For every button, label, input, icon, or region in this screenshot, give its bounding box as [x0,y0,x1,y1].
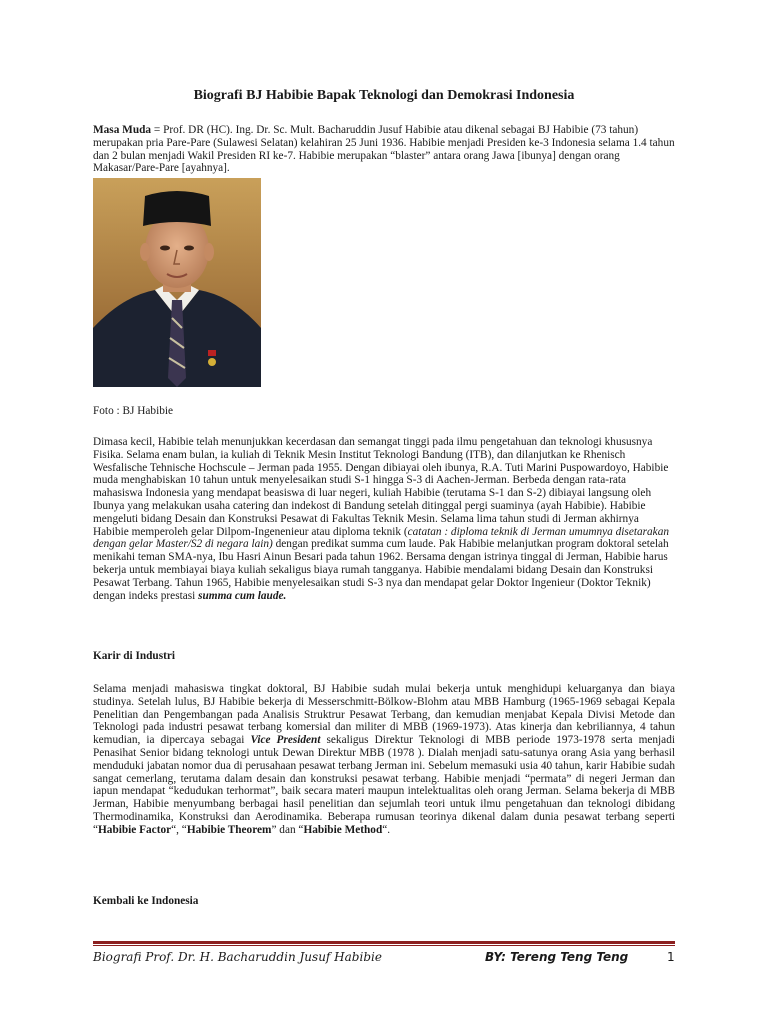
vice-president-emphasis: Vice President [250,734,321,747]
footer-rule-thin [93,945,675,946]
career-end: “. [382,823,391,836]
habibie-factor: Habibie Factor [98,823,172,836]
page-number: 1 [667,950,675,964]
heading-karir-di-industri: Karir di Industri [93,650,176,662]
document-title: Biografi BJ Habibie Bapak Teknologi dan Demokrasi Indonesia [193,88,575,103]
intro-paragraph [93,124,675,175]
photo-caption: Foto : BJ Habibie [93,405,174,417]
portrait-illustration [93,178,261,387]
career-text-2: sekaligus Direktur Teknologi di MBB periode 1973-1978 serta menjadi Penasihat Senior bidang teknologi untuk Dewan Direktur MBB (1978 ). Dialah menjadi satu-satunya orang Asia yang berhasil menduduki jabatan nomor dua di perusahaan pesawat terbang Jerman ini. Sebelum memasuki usia 40 tahun, karir Habibie sudah sangat cemerlang, terutama dalam desain dan konstruksi pesawat terbang. Habibie menjadi “permata” di negeri Jerman dan iapun mendapat “kedudukan terhormat”, baik secara materi maupun intelektualitas oleh orang Jerman. Selama bekerja di MBB Jerman, Habibie menyumbang berbagai hasil penelitian dan sejumlah teori untuk ilmu pengetahuan dan teknologi dibidang Thermodinamika, Konstruksi dan Aerodinamika. Beberapa rumusan teorinya dikenal dalam dunia pesawat terbang seperti “ [93,734,675,836]
heading-kembali-ke-indonesia: Kembali ke Indonesia [93,895,199,907]
childhood-paragraph [93,436,675,602]
footer-title: Biografi Prof. Dr. H. Bacharuddin Jusuf Habibie [93,950,382,964]
footer-author: BY: Tereng Teng Teng [485,950,629,964]
childhood-text-2: dengan predikat summa cum laude. Pak Habibie melanjutkan program doktoral setelah menikahi teman SMA-nya, Ibu Hasri Ainun Besari pada tahun 1962. Bersama dengan istrinya tinggal di Jerman, Habibie harus bekerja untuk membiayai biaya kuliah sekaligus biaya rumah tangganya. Habibie mendalami bidang Desain dan Konstruksi Pesawat Terbang. Tahun 1965, Habibie menyelesaikan studi S-3 nya dan mendapat gelar Doktor Ingenieur (Doktor Teknik) dengan indeks prestasi [93,538,669,602]
career-sep-2: ” dan “ [271,823,304,836]
intro-text: = Prof. DR (HC). Ing. Dr. Sc. Mult. Bacharuddin Jusuf Habibie atau dikenal sebagai BJ Habibie (73 tahun) merupakan pria Pare-Pare (Sulawesi Selatan) kelahiran 25 Juni 1936. Habibie menjadi Presiden ke-3 Indonesia selama 1.4 tahun dan 2 bulan menjadi Wakil Presiden RI ke-7. Habibie merupakan “blaster” antara orang Jawa [ibunya] dengan orang Makasar/Pare-Pare [ayahnya]. [93,124,675,175]
habibie-method: Habibie Method [303,823,383,836]
childhood-text-1: Dimasa kecil, Habibie telah menunjukkan kecerdasan dan semangat tinggi pada ilmu pengetahuan dan teknologi khususnya Fisika. Selama enam bulan, ia kuliah di Teknik Mesin Institut Teknologi Bandung (ITB), dan dilanjutkan ke Rhenisch Wesfalische Tehnische Hochscule – Jerman pada 1955. Dengan dibiayai oleh ibunya, R.A. Tuti Marini Puspowardoyo, Habibie muda menghabiskan 10 tahun untuk menyelesaikan studi S-1 hingga S-3 di Aachen-Jerman. Berbeda dengan rata-rata mahasiswa Indonesia yang mendapat beasiswa di luar negeri, kuliah Habibie (terutama S-1 dan S-2) dibiayai langsung oleh Ibunya yang melakukan usaha catering dan indekost di Bandung setelah ditinggal pergi suaminya (ayah Habibie). Habibie mengeluti bidang Desain dan Konstruksi Pesawat di Fakultas Teknik Mesin. Selama lima tahun studi di Jerman akhirnya Habibie memperoleh gelar Dilpom-Ingenenieur atau diploma teknik ( [93,436,669,538]
intro-label: Masa Muda [93,124,152,136]
career-paragraph [93,683,675,837]
diploma-note: catatan : diploma teknik di Jerman umumnya disetarakan dengan gelar Master/S2 di negara lain) [93,525,669,551]
footer-rule-thick [93,941,675,944]
habibie-portrait-photo [93,178,261,387]
habibie-theorem: Habibie Theorem [186,823,272,836]
career-text-1: Selama menjadi mahasiswa tingkat doktoral, BJ Habibie sudah mulai bekerja untuk menghidupi keluarganya dan biaya studinya. Setelah lulus, BJ Habibie bekerja di Messerschmitt-Bölkow-Blohm atau MBB Hamburg (1965-1969 sebagai Kepala Penelitian dan Pengembangan pada Analisis Struktrur Pesawat Terbang, dan kemudian menjabat Kepala Divisi Metode dan Teknologi pada industri pesawat terbang komersial dan militer di MBB (1969-1973). Atas kinerja dan kebriliannya, 4 tahun kemudian, ia dipercaya sebagai [93,683,675,747]
summa-cum-laude-emphasis: summa cum laude. [198,589,287,602]
career-sep-1: “, “ [171,823,187,836]
